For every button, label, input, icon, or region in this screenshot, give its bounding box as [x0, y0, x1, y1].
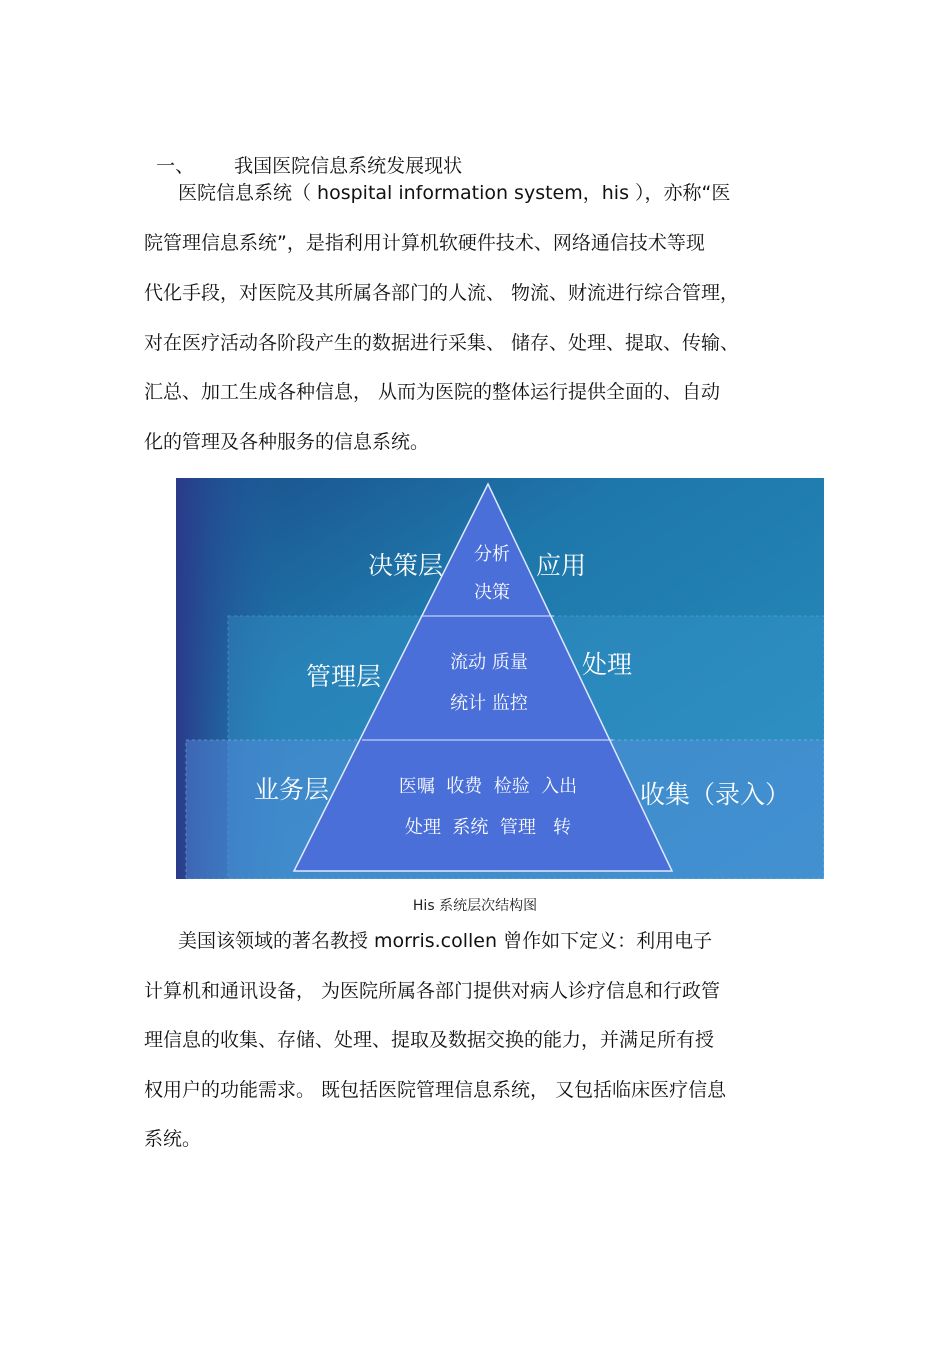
- text-line: 美国该领域的著名教授 morris.collen 曾作如下定义：利用电子: [178, 930, 713, 952]
- figure-caption: His 系统层次结构图: [412, 898, 538, 914]
- layer-decision-inner-1: 分析: [474, 544, 510, 565]
- text-line: 代化手段，对医院及其所属各部门的人流、 物流、财流进行综合管理，: [144, 282, 740, 304]
- layer-decision-label: 决策层: [368, 551, 444, 580]
- text-line: 对在医疗活动各阶段产生的数据进行采集、 储存、处理、提取、传输、: [144, 332, 740, 354]
- layer-business-inner-1: 医嘱 收费 检验 入出: [398, 776, 578, 797]
- section-number: 一、: [156, 155, 195, 177]
- layer-business-inner-2: 处理 系统 管理 转: [404, 817, 572, 838]
- text-line: 化的管理及各种服务的信息系统。: [144, 431, 430, 453]
- layer-management-inner-1: 流动 质量: [450, 652, 528, 673]
- layer-management-label: 管理层: [306, 662, 382, 691]
- section-title: 我国医院信息系统发展现状: [234, 155, 463, 177]
- layer-management-right: 处理: [582, 650, 633, 679]
- section-heading: [144, 130, 462, 178]
- text-line: 院管理信息系统”，是指利用计算机软硬件技术、网络通信技术等现: [144, 232, 705, 254]
- layer-management-inner-2: 统计 监控: [450, 693, 528, 714]
- text-line: 医院信息系统（ hospital information system，his ），亦称“医: [178, 182, 731, 204]
- his-pyramid-figure: [176, 478, 824, 879]
- layer-decision-inner-2: 决策: [474, 582, 510, 603]
- text-line: 计算机和通讯设备， 为医院所属各部门提供对病人诊疗信息和行政管: [144, 980, 721, 1002]
- text-line: 理信息的收集、存储、处理、提取及数据交换的能力，并满足所有授: [144, 1029, 715, 1051]
- text-line: 系统。: [144, 1128, 202, 1150]
- layer-business-right: 收集（录入）: [640, 780, 791, 809]
- text-line: 汇总、加工生成各种信息， 从而为医院的整体运行提供全面的、自动: [144, 381, 721, 403]
- layer-decision-right: 应用: [536, 551, 587, 580]
- layer-business-label: 业务层: [254, 775, 330, 804]
- text-line: 权用户的功能需求。 既包括医院管理信息系统， 又包括临床医疗信息: [144, 1079, 727, 1101]
